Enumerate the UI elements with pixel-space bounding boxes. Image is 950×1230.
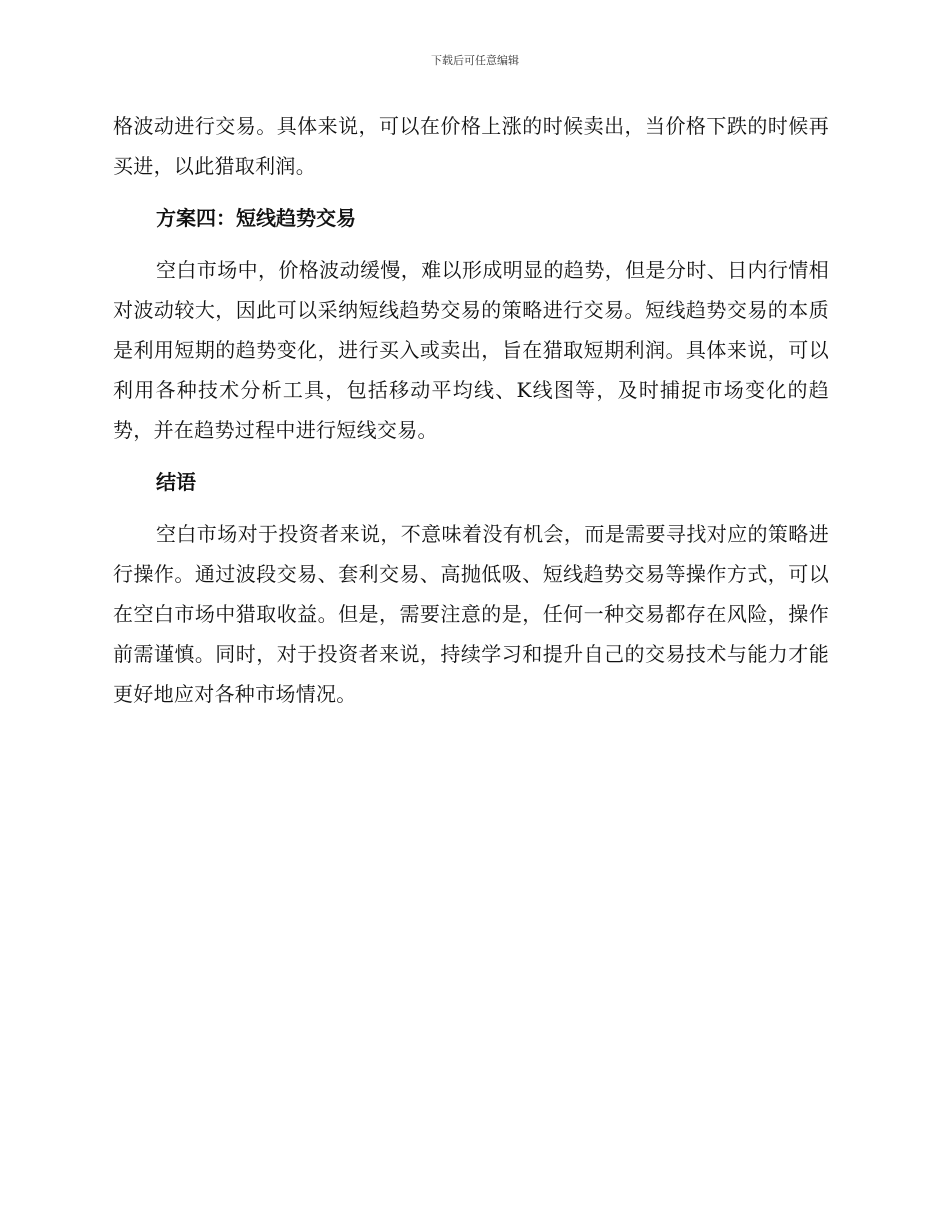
paragraph-continued: 格波动进行交易。具体来说，可以在价格上涨的时候卖出，当价格下跌的时候再买进，以此猎取利润。 bbox=[113, 114, 829, 178]
section-heading-plan-four: 方案四：短线趋势交易 bbox=[156, 206, 356, 230]
document-body bbox=[113, 106, 829, 726]
paragraph-plan-four: 空白市场中，价格波动缓慢，难以形成明显的趋势，但是分时、日内行情相对波动较大，因此可以采纳短线趋势交易的策略进行交易。短线趋势交易的本质是利用短期的趋势变化，进行买入或卖出，旨在猎取短期利润。具体来说，可以利用各种技术分析工具，包括移动平均线、K线图等，及时捕捉市场变化的趋势，并在趋势过程中进行短线交易。 bbox=[113, 258, 829, 442]
page-header: 下载后可任意编辑 bbox=[431, 54, 519, 67]
section-heading-conclusion: 结语 bbox=[156, 470, 196, 494]
paragraph-conclusion: 空白市场对于投资者来说，不意味着没有机会，而是需要寻找对应的策略进行操作。通过波段交易、套利交易、高抛低吸、短线趋势交易等操作方式，可以在空白市场中猎取收益。但是，需要注意的是，任何一种交易都存在风险，操作前需谨慎。同时，对于投资者来说，持续学习和提升自己的交易技术与能力才能更好地应对各种市场情况。 bbox=[113, 522, 829, 706]
